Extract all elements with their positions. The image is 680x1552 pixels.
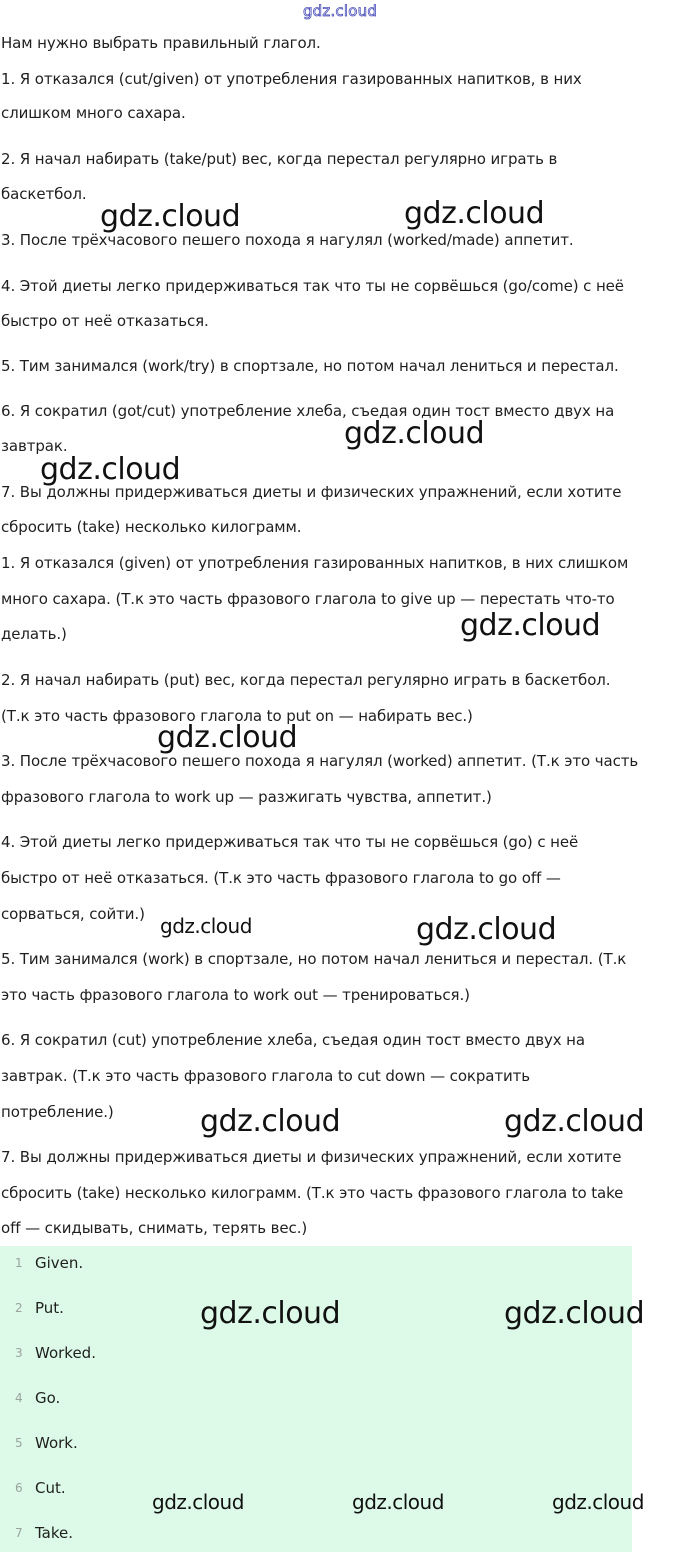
watermark: gdz.cloud: [152, 1490, 244, 1514]
explanation-line: 1. Я отказался (given) от употребления газированных напитков, в них слишком: [1, 554, 629, 572]
answer-number: 4: [15, 1391, 23, 1405]
question-line: слишком много сахара.: [1, 104, 186, 122]
explanation-line: потребление.): [1, 1103, 114, 1121]
watermark: gdz.cloud: [40, 452, 181, 487]
watermark: gdz.cloud: [552, 1490, 644, 1514]
explanation-line: делать.): [1, 625, 67, 643]
answer-text: Work.: [35, 1434, 78, 1452]
watermark: gdz.cloud: [504, 1104, 645, 1139]
watermark: gdz.cloud: [160, 914, 252, 938]
watermark: gdz.cloud: [100, 199, 241, 234]
question-line: 1. Я отказался (cut/given) от употребления газированных напитков, в них: [1, 70, 582, 88]
question-line: 6. Я сократил (got/cut) употребление хлеба, съедая один тост вместо двух на: [1, 402, 615, 420]
watermark: gdz.cloud: [404, 196, 545, 231]
task-intro: Нам нужно выбрать правильный глагол.: [1, 34, 321, 52]
watermark: gdz.cloud: [200, 1296, 341, 1331]
answer-number: 2: [15, 1301, 23, 1315]
question-line: сбросить (take) несколько килограмм.: [1, 518, 302, 536]
answer-list: [0, 1246, 632, 1552]
answer-text: Go.: [35, 1389, 61, 1407]
watermark: gdz.cloud: [504, 1296, 645, 1331]
answer-text: Take.: [35, 1524, 74, 1542]
explanation-line: фразового глагола to work up — разжигать чувства, аппетит.): [1, 788, 492, 806]
explanation-line: (Т.к это часть фразового глагола to put on — набирать вес.): [1, 707, 473, 725]
question-line: быстро от неё отказаться.: [1, 312, 209, 330]
explanation-line: 2. Я начал набирать (put) вес, когда перестал регулярно играть в баскетбол.: [1, 671, 611, 689]
question-line: 4. Этой диеты легко придерживаться так что ты не сорвёшься (go/come) с неё: [1, 277, 624, 295]
answer-number: 6: [15, 1481, 23, 1495]
question-line: 2. Я начал набирать (take/put) вес, когда перестал регулярно играть в: [1, 150, 558, 168]
question-line: завтрак.: [1, 437, 68, 455]
question-line: 3. После трёхчасового пешего похода я нагулял (worked/made) аппетит.: [1, 231, 574, 249]
explanation-line: много сахара. (Т.к это часть фразового глагола to give up — перестать что-то: [1, 590, 615, 608]
answer-number: 3: [15, 1346, 23, 1360]
answer-text: Worked.: [35, 1344, 96, 1362]
answer-text: Cut.: [35, 1479, 66, 1497]
watermark: gdz.cloud: [344, 416, 485, 451]
question-line: 5. Тим занимался (work/try) в спортзале, но потом начал лениться и перестал.: [1, 357, 619, 375]
explanation-line: завтрак. (Т.к это часть фразового глагола to cut down — сократить: [1, 1067, 531, 1085]
watermark: gdz.cloud: [157, 720, 298, 755]
explanation-line: 7. Вы должны придерживаться диеты и физических упражнений, если хотите: [1, 1148, 622, 1166]
explanation-line: сорваться, сойти.): [1, 905, 145, 923]
watermark: gdz.cloud: [352, 1490, 444, 1514]
explanation-line: 3. После трёхчасового пешего похода я нагулял (worked) аппетит. (Т.к это часть: [1, 752, 639, 770]
answer-text: Put.: [35, 1299, 64, 1317]
question-line: баскетбол.: [1, 185, 87, 203]
explanation-line: сбросить (take) несколько килограмм. (Т.к это часть фразового глагола to take: [1, 1184, 624, 1202]
answer-number: 1: [15, 1256, 23, 1270]
explanation-line: 5. Тим занимался (work) в спортзале, но потом начал лениться и перестал. (Т.к: [1, 950, 627, 968]
answer-number: 7: [15, 1526, 23, 1540]
explanation-line: 6. Я сократил (cut) употребление хлеба, съедая один тост вместо двух на: [1, 1031, 585, 1049]
explanation-line: off — скидывать, снимать, терять вес.): [1, 1219, 308, 1237]
explanation-line: 4. Этой диеты легко придерживаться так что ты не сорвёшься (go) с неё: [1, 833, 579, 851]
explanation-line: быстро от неё отказаться. (Т.к это часть фразового глагола to go off —: [1, 869, 561, 887]
question-line: 7. Вы должны придерживаться диеты и физических упражнений, если хотите: [1, 483, 622, 501]
watermark: gdz.cloud: [460, 608, 601, 643]
watermark: gdz.cloud: [416, 912, 557, 947]
answer-number: 5: [15, 1436, 23, 1450]
watermark: gdz.cloud: [200, 1104, 341, 1139]
answer-text: Given.: [35, 1254, 84, 1272]
top-watermark: gdz.cloud: [302, 2, 378, 20]
explanation-line: это часть фразового глагола to work out — тренироваться.): [1, 986, 470, 1004]
